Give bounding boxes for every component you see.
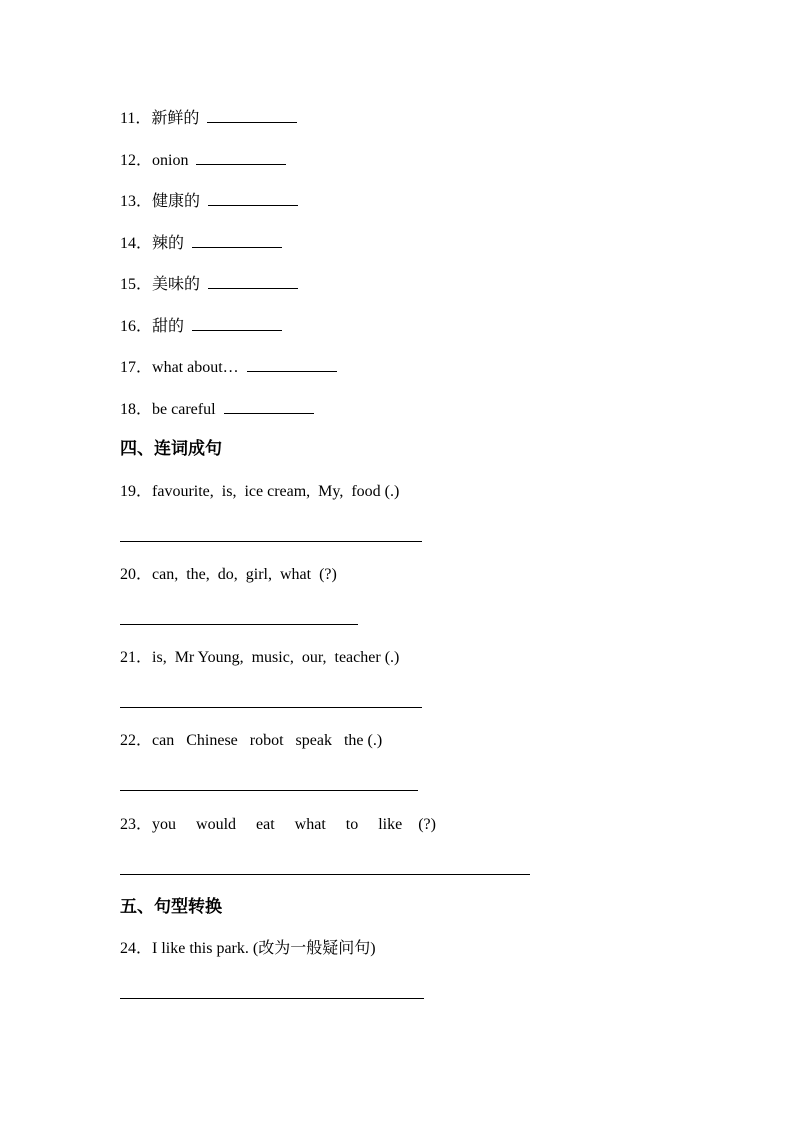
item-text: be careful (152, 401, 216, 418)
vocab-item-13 (120, 191, 298, 212)
answer-blank[interactable] (196, 150, 286, 165)
item-text: 辣的 (152, 235, 185, 252)
item-text: you would eat what to like (?) (152, 816, 436, 833)
item-text: 美味的 (152, 276, 201, 293)
sentence-item-21 (120, 648, 399, 668)
item-text: what about… (152, 359, 239, 376)
answer-line-21[interactable] (120, 707, 422, 708)
item-number: 20． (120, 566, 153, 583)
section-heading-4: 四、连词成句 (120, 439, 222, 459)
answer-blank[interactable] (208, 191, 298, 206)
answer-blank[interactable] (208, 274, 298, 289)
item-text: onion (152, 152, 189, 169)
sentence-item-19 (120, 482, 399, 502)
item-number: 16． (120, 318, 153, 335)
sentence-item-20 (120, 565, 337, 585)
item-number: 13． (120, 193, 153, 210)
item-text: 健康的 (152, 193, 201, 210)
item-text: can, the, do, girl, what (?) (152, 566, 337, 583)
answer-line-22[interactable] (120, 790, 418, 791)
sentence-item-23 (120, 815, 436, 835)
vocab-item-15 (120, 274, 298, 295)
transform-item-24 (120, 939, 376, 959)
answer-blank[interactable] (207, 108, 297, 123)
item-number: 22． (120, 732, 153, 749)
item-number: 11． (120, 110, 152, 127)
item-number: 12． (120, 152, 153, 169)
item-text: is, Mr Young, music, our, teacher (.) (152, 649, 400, 666)
vocab-item-11 (120, 108, 297, 129)
item-text: 新鲜的 (151, 110, 200, 127)
section-heading-5: 五、句型转换 (120, 897, 222, 917)
item-text: favourite, is, ice cream, My, food (.) (152, 483, 400, 500)
answer-line-24[interactable] (120, 998, 424, 999)
item-number: 19． (120, 483, 153, 500)
vocab-item-18 (120, 399, 314, 420)
vocab-item-14 (120, 233, 282, 254)
item-number: 21． (120, 649, 153, 666)
answer-blank[interactable] (224, 399, 314, 414)
item-number: 24． (120, 940, 153, 957)
vocab-item-16 (120, 316, 282, 337)
answer-blank[interactable] (192, 316, 282, 331)
item-number: 15． (120, 276, 153, 293)
answer-line-19[interactable] (120, 541, 422, 542)
item-number: 23． (120, 816, 153, 833)
item-text: can Chinese robot speak the (.) (152, 732, 383, 749)
answer-blank[interactable] (247, 357, 337, 372)
item-text: 甜的 (152, 318, 185, 335)
answer-blank[interactable] (192, 233, 282, 248)
sentence-item-22 (120, 731, 382, 751)
item-number: 17． (120, 359, 153, 376)
answer-line-20[interactable] (120, 624, 358, 625)
answer-line-23[interactable] (120, 874, 530, 875)
item-text: I like this park. (改为一般疑问句) (152, 940, 376, 957)
vocab-item-17 (120, 357, 337, 378)
vocab-item-12 (120, 150, 286, 171)
item-number: 18． (120, 401, 153, 418)
item-number: 14． (120, 235, 153, 252)
